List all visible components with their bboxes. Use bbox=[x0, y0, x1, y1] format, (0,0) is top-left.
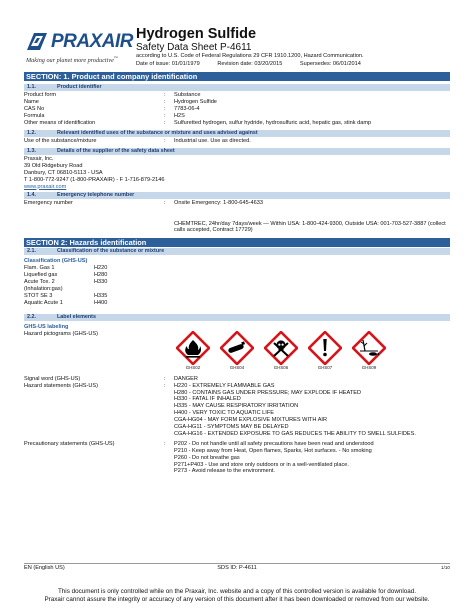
document-header bbox=[24, 0, 450, 72]
classification-row bbox=[24, 279, 450, 293]
emergency-label: Emergency number bbox=[24, 199, 73, 206]
pictogram bbox=[350, 331, 388, 371]
pictogram-code: GHS09 bbox=[361, 364, 377, 370]
document-title: Hydrogen Sulfide bbox=[136, 26, 257, 42]
footer-language: EN (English US) bbox=[24, 565, 65, 571]
precautionary-row: Precautionary statements (GHS-US) : P202 - Do not handle until all safety precautions have been read and understood P210 - Keep away from Heat, Open flames, Sparks, Hot surfaces. - No smoking P260 - Do not breathe gas P271+P403 - Use and store only outdoors or in a well-ventilated place. P273 - Avoid release to the environment. bbox=[24, 441, 450, 476]
pictogram-row bbox=[24, 331, 450, 371]
classification-code: H220 bbox=[94, 265, 108, 272]
chemtrec-value: CHEMTREC, 24hr/day 7days/week — Within USA: 1-800-424-9300, Outside USA: 001-703-527-3887 (collect calls accepted, Contract 17729) bbox=[174, 220, 446, 234]
identifier-value: Hydrogen Sulfide bbox=[174, 99, 217, 105]
precautionary-statements bbox=[174, 441, 450, 476]
classification-code: H280 bbox=[94, 272, 108, 279]
supplier-line: T 1-800-772-9247 (1-800-PRAXAIR) - F 1-716-879-2146 bbox=[24, 176, 165, 183]
classification-list bbox=[24, 265, 450, 306]
praxair-logo-icon bbox=[26, 32, 48, 51]
document-subtitle: Safety Data Sheet P-4611 bbox=[136, 42, 252, 53]
hazard-statement: H220 - EXTREMELY FLAMMABLE GAS bbox=[174, 382, 275, 389]
emergency-value: Onsite Emergency: 1-800-645-4633 bbox=[174, 199, 263, 206]
pictogram-code: GHS02 bbox=[185, 364, 201, 370]
precautionary-statement: P210 - Keep away from Heat, Open flames, Sparks, Hot surfaces. - No smoking bbox=[174, 447, 372, 454]
identifier-row bbox=[24, 120, 450, 127]
emergency-row: Emergency number : Onsite Emergency: 1-800-645-4633 bbox=[24, 200, 450, 207]
use-label: Use of the substance/mixture bbox=[24, 138, 97, 144]
supplier-details bbox=[24, 156, 450, 184]
signal-row: Signal word (GHS-US) : DANGER bbox=[24, 376, 450, 383]
classification-code: H330 bbox=[94, 279, 108, 286]
section-2-title: SECTION 2: Hazards identification bbox=[24, 238, 450, 247]
hazard-label: Hazard statements (GHS-US) bbox=[24, 382, 98, 389]
praxair-logo bbox=[24, 31, 134, 65]
classification-row bbox=[24, 272, 450, 279]
use-row: Use of the substance/mixture : Industrial use. Use as directed. bbox=[24, 138, 450, 145]
supplier-line: Praxair, Inc. bbox=[24, 156, 54, 162]
brand-tagline: Making our planet more productive™ bbox=[26, 55, 118, 65]
chemtrec-row bbox=[24, 221, 450, 235]
identifier-label: Formula bbox=[24, 113, 45, 119]
regulation-reference: according to U.S. Code of Federal Regulations 29 CFR 1910.1200, Hazard Communication. bbox=[136, 53, 364, 59]
classification-name: Flam. Gas 1 bbox=[24, 265, 55, 272]
hazard-statements-row: Hazard statements (GHS-US) : H220 - EXTREMELY FLAMMABLE GAS H280 - CONTAINS GAS UNDER PRESSURE; MAY EXPLODE IF HEATED H330 - FATAL IF INHALED H335 - MAY CAUSE RESPIRATORY IRRITATION H400 - VERY TOXIC TO AQUATIC LIFE CGA-HG04 - MAY FORM EXPLOSIVE MIXTURES WITH AIR CGA-HG11 - SYMPTOMS MAY BE DELAYED CGA-HG16 - EXTENDED EXPOSURE TO GAS REDUCES THE ABILITY TO SMELL SULFIDES. bbox=[24, 383, 450, 438]
section-1-title: SECTION: 1. Product and company identification bbox=[24, 72, 450, 81]
hazard-statement: H335 - MAY CAUSE RESPIRATORY IRRITATION bbox=[174, 403, 299, 410]
supplier-line: 39 Old Ridgebury Road bbox=[24, 162, 83, 169]
pictogram-label: Hazard pictograms (GHS-US) bbox=[24, 330, 98, 337]
classification-row bbox=[24, 293, 450, 300]
exclamation-mark-icon bbox=[308, 331, 342, 365]
pictogram-code: GHS04 bbox=[229, 364, 245, 370]
product-identifier-table bbox=[24, 92, 450, 127]
subsection-1-4-header: 1.4. Emergency telephone number bbox=[24, 192, 450, 199]
hazard-statement: H330 - FATAL IF INHALED bbox=[174, 396, 241, 403]
classification-row bbox=[24, 300, 450, 307]
classification-row bbox=[24, 265, 450, 272]
supplier-website-link[interactable]: www.praxair.com bbox=[24, 183, 67, 190]
classification-code: H400 bbox=[94, 299, 108, 306]
separator-colon: : bbox=[164, 106, 166, 112]
identifier-value: Sulfuretted hydrogen, sulfur hydride, hydrosulfuric acid, hepatic gas, stink damp bbox=[174, 120, 372, 126]
identifier-row bbox=[24, 113, 450, 120]
classification-name: Liquefied gas bbox=[24, 272, 58, 279]
pictogram-code: GHS06 bbox=[273, 364, 289, 370]
separator-colon: : bbox=[164, 92, 166, 98]
hazard-statement: CGA-HG04 - MAY FORM EXPLOSIVE MIXTURES WITH AIR bbox=[174, 417, 328, 424]
hazard-statement: CGA-HG16 - EXTENDED EXPOSURE TO GAS REDUCES THE ABILITY TO SMELL SULFIDES. bbox=[174, 430, 416, 437]
identifier-label: Product form bbox=[24, 92, 57, 98]
identifier-row bbox=[24, 99, 450, 106]
pictogram bbox=[174, 331, 212, 371]
classification-name: Acute Tox. 2 (Inhalation:gas) bbox=[24, 279, 63, 292]
footer-rule bbox=[24, 563, 450, 564]
environment-icon bbox=[352, 331, 386, 365]
subsection-1-3-header: 1.3. Details of the supplier of the safety data sheet bbox=[24, 148, 450, 155]
classification-name: Aquatic Acute 1 bbox=[24, 299, 63, 306]
brand-name: PRAXAIR bbox=[51, 31, 134, 52]
separator-colon: : bbox=[164, 113, 166, 119]
classification-name: STOT SE 3 bbox=[24, 292, 53, 299]
identifier-label: Other means of identification bbox=[24, 120, 96, 126]
gas-cylinder-icon bbox=[220, 331, 254, 365]
hazard-statements bbox=[174, 383, 450, 438]
subsection-2-2-header: 2.2. Label elements bbox=[24, 314, 450, 321]
identifier-value: 7783-06-4 bbox=[174, 106, 200, 112]
identifier-label: Name bbox=[24, 99, 39, 105]
pictogram bbox=[262, 331, 300, 371]
separator-colon: : bbox=[164, 120, 166, 126]
page-footer bbox=[24, 565, 450, 572]
classification-heading: Classification (GHS-US) bbox=[24, 258, 88, 265]
disclaimer-line-1: This document is only controlled while on the Praxair, Inc. website and a copy of this controlled version is available for download. bbox=[57, 588, 417, 595]
pictogram bbox=[218, 331, 256, 371]
footer-sds-id: SDS ID: P-4611 bbox=[217, 565, 257, 571]
labeling-heading: GHS-US labeling bbox=[24, 323, 69, 330]
revision-date: Revision date: 03/20/2015 bbox=[217, 61, 283, 67]
subsection-2-1-header: 2.1. Classification of the substance or mixture bbox=[24, 248, 450, 255]
precautionary-statement: P202 - Do not handle until all safety precautions have been read and understood bbox=[174, 440, 374, 447]
subsection-1-1-header: 1.1. Product identifier bbox=[24, 84, 450, 91]
hazard-statement: H280 - CONTAINS GAS UNDER PRESSURE; MAY EXPLODE IF HEATED bbox=[174, 389, 362, 396]
classification-code: H335 bbox=[94, 292, 108, 299]
disclaimer-line-2: Praxair cannot assure the integrity or accuracy of any version of this document after it has been downloaded or removed from our website. bbox=[44, 596, 430, 603]
flame-icon bbox=[176, 331, 210, 365]
signal-label: Signal word (GHS-US) bbox=[24, 375, 81, 382]
hazard-statement: CGA-HG11 - SYMPTOMS MAY BE DELAYED bbox=[174, 424, 289, 431]
skull-crossbones-icon bbox=[264, 331, 298, 365]
issue-date: Date of issue: 01/01/1979 bbox=[136, 61, 200, 67]
precautionary-statement: P273 - Avoid release to the environment. bbox=[174, 468, 275, 475]
pictogram bbox=[306, 331, 344, 371]
sds-page bbox=[24, 0, 450, 475]
identifier-row bbox=[24, 106, 450, 113]
precautionary-statement: P271+P403 - Use and store only outdoors or in a well-ventilated place. bbox=[174, 461, 349, 468]
footer-page-number: 1/10 bbox=[441, 565, 450, 570]
signal-value: DANGER bbox=[174, 375, 198, 382]
identifier-row bbox=[24, 92, 450, 99]
supplier-line: Danbury, CT 06810-5113 - USA bbox=[24, 169, 103, 176]
document-dates bbox=[136, 61, 377, 68]
pictogram-list bbox=[174, 331, 394, 371]
supersedes-date: Supersedes: 06/01/2014 bbox=[299, 61, 361, 67]
subsection-1-2-header: 1.2. Relevant identified uses of the substance or mixture and uses advised against bbox=[24, 130, 450, 137]
footer-disclaimer bbox=[24, 588, 450, 604]
separator-colon: : bbox=[164, 99, 166, 105]
identifier-value: Substance bbox=[174, 92, 201, 98]
pictogram-code: GHS07 bbox=[317, 364, 333, 370]
precautionary-statement: P260 - Do not breathe gas bbox=[174, 454, 240, 461]
use-value: Industrial use. Use as directed. bbox=[174, 138, 251, 144]
hazard-statement: H400 - VERY TOXIC TO AQUATIC LIFE bbox=[174, 410, 274, 417]
identifier-value: H2S bbox=[174, 113, 185, 119]
identifier-label: CAS No bbox=[24, 106, 45, 112]
precautionary-label: Precautionary statements (GHS-US) bbox=[24, 440, 115, 447]
